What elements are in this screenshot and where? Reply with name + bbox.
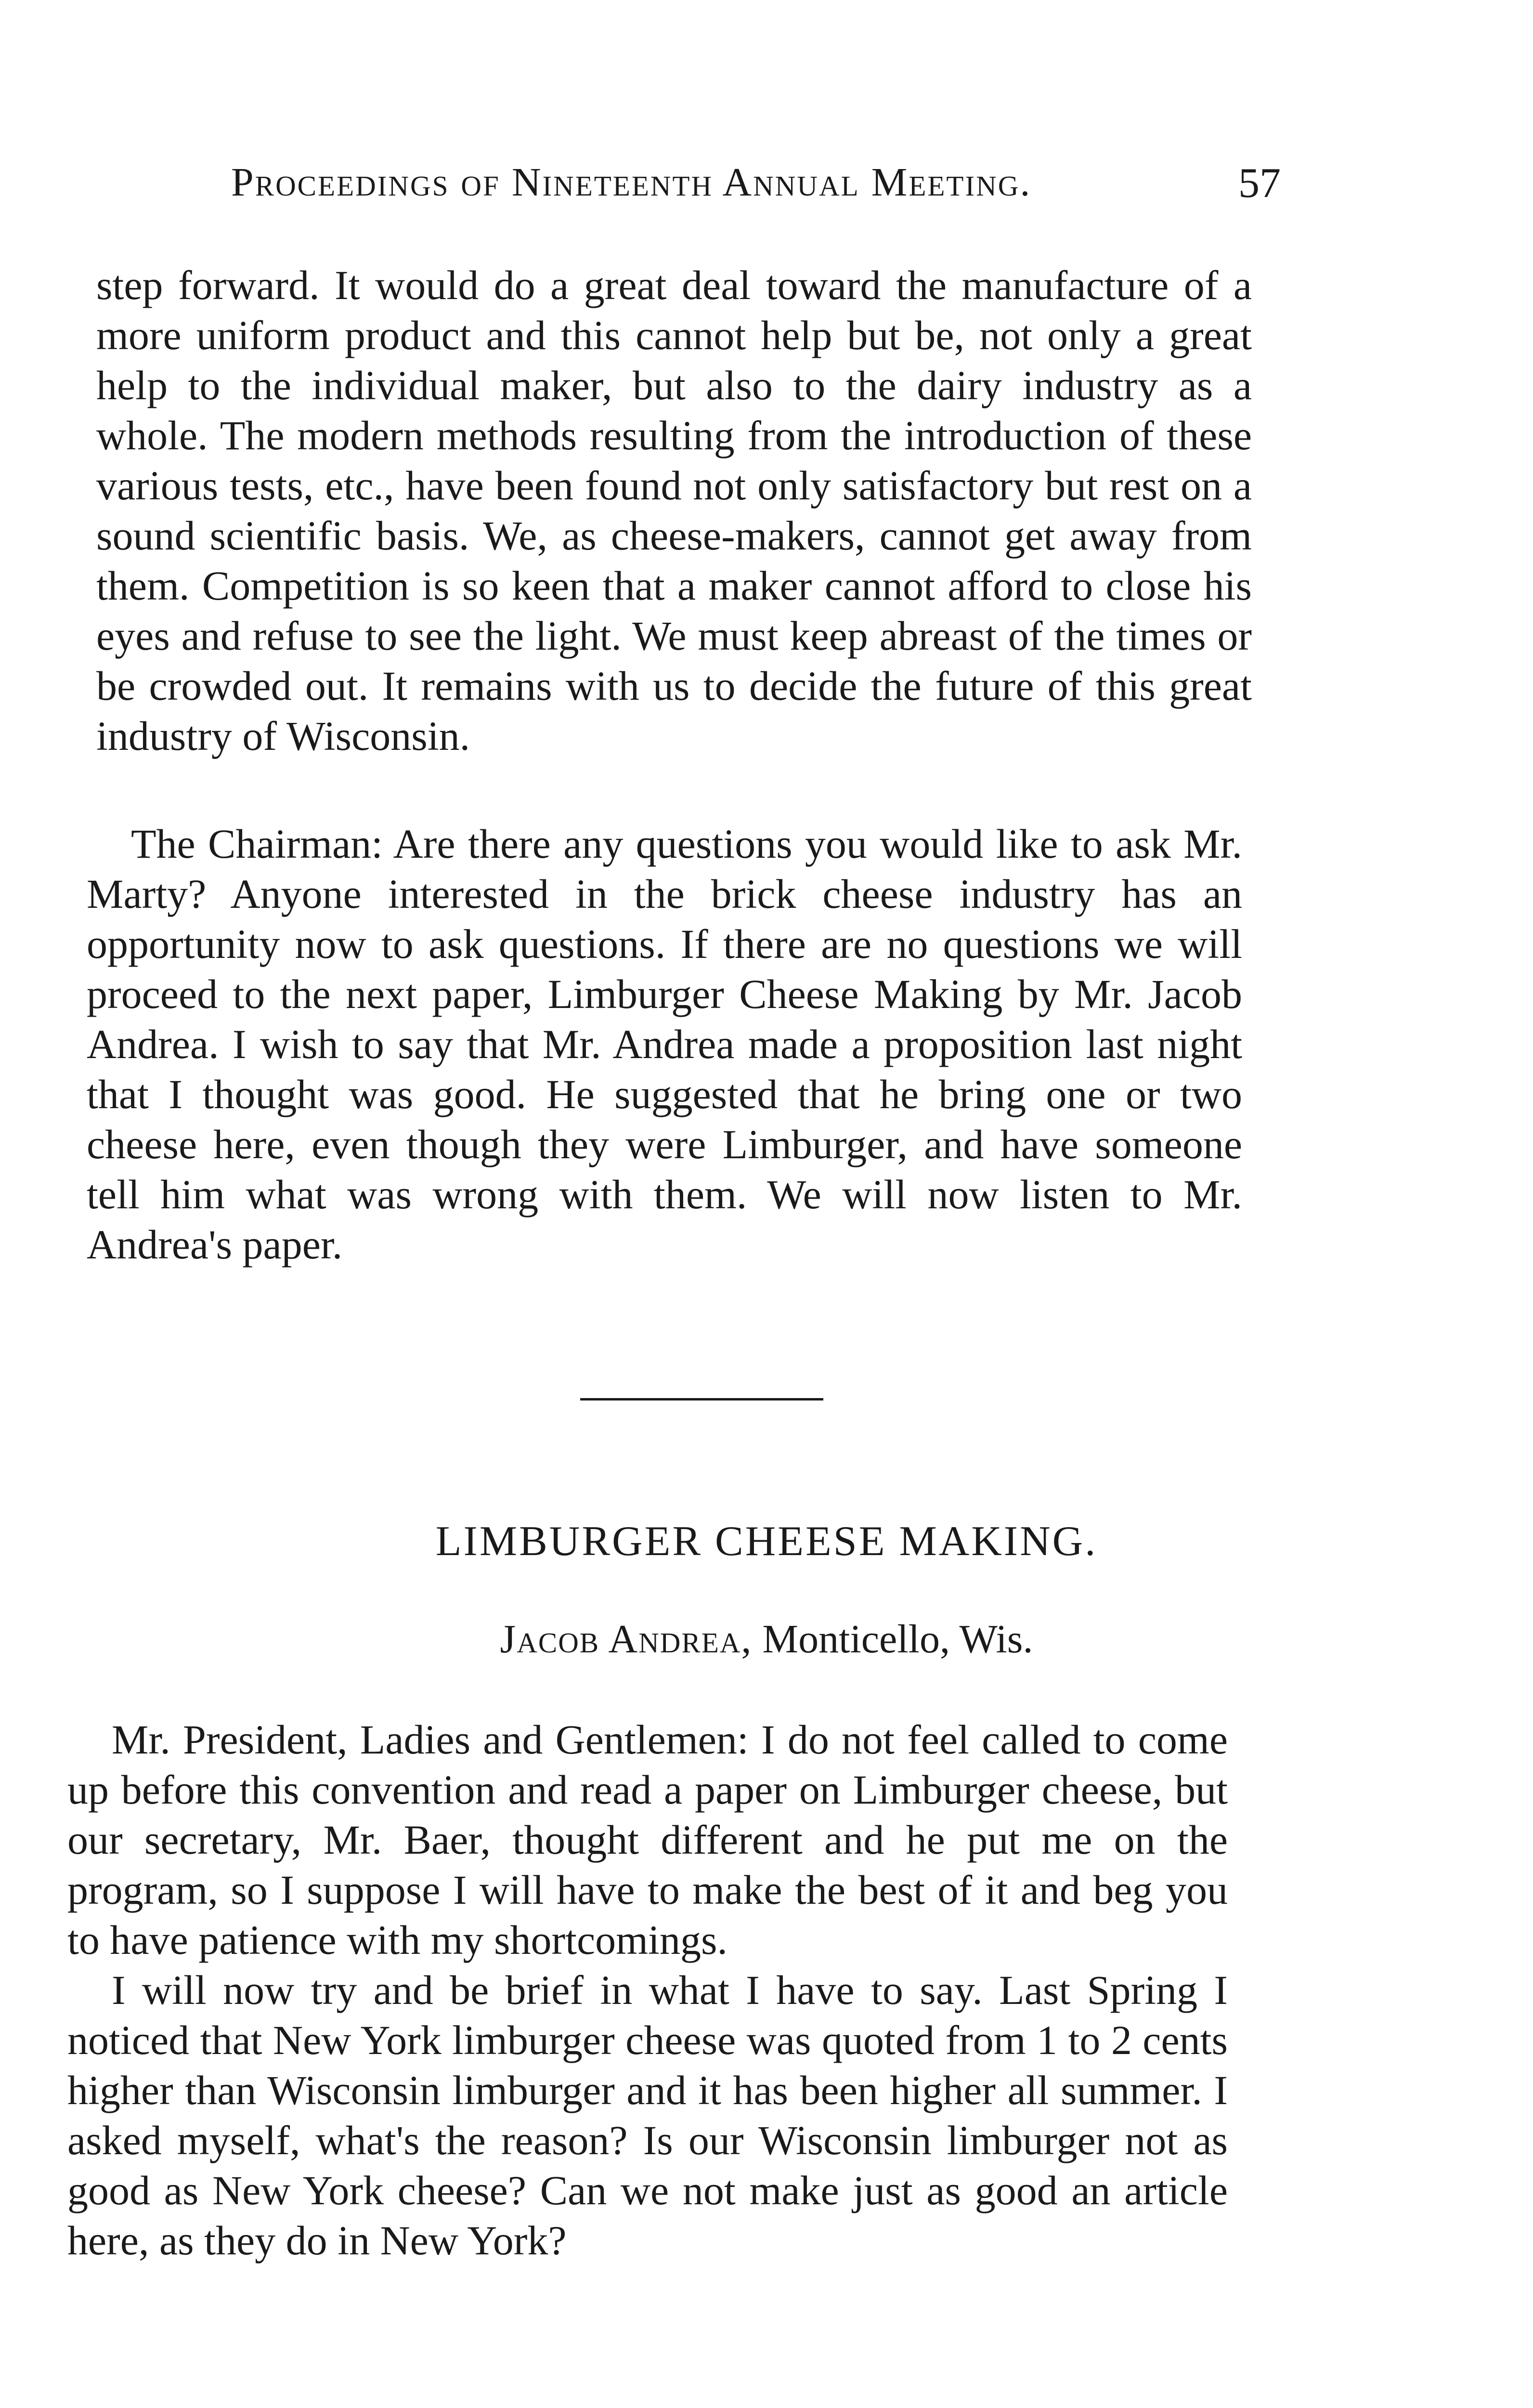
- author-location: Monticello, Wis.: [762, 1617, 1033, 1662]
- chairman-remarks-block: [87, 819, 1242, 1269]
- article-paragraph: Mr. President, Ladies and Gentlemen: I do not feel called to come up before this convention and read a paper on Limburger cheese, but our secretary, Mr. Baer, thought different and he put me on the program, so I suppose I will have to make the best of it and beg you to have patience with my shortcomings.: [67, 1716, 1228, 1963]
- article-paragraph: I will now try and be brief in what I have to say. Last Spring I noticed that New York limburger cheese was quoted from 1 to 2 cents higher than Wisconsin limburger and it has been higher all summer. I asked myself, what's the reason? Is our Wisconsin limburger not as good as New York cheese? Can we not make just as good an article here, as they do in New York?: [67, 1967, 1228, 2264]
- article-title: LIMBURGER CHEESE MAKING.: [435, 1518, 1098, 1565]
- author-name: Jacob Andrea,: [500, 1617, 753, 1662]
- section-divider-rule: [580, 1398, 823, 1400]
- running-title: Proceedings of Nineteenth Annual Meeting.: [231, 160, 1032, 205]
- page-number: 57: [1238, 160, 1281, 207]
- chairman-remarks-paragraph: The Chairman: Are there any questions you would like to ask Mr. Marty? Anyone interested in the brick cheese industry has an opportunity now to ask questions. If there are no questions we will proceed to the next paper, Limburger Cheese Making by Mr. Jacob Andrea. I wish to say that Mr. Andrea made a proposition last night that I thought was good. He suggested that he bring one or two cheese here, even though they were Limburger, and have someone tell him what was wrong with them. We will now listen to Mr. Andrea's paper.: [87, 821, 1242, 1268]
- article-byline: [0, 1616, 1533, 1662]
- continued-paragraph: step forward. It would do a great deal toward the manufacture of a more uniform product and this cannot help but be, not only a great help to the individual maker, but also to the dairy industry as a whole. The modern methods resulting from the introduction of these various tests, etc., have been found not only satisfactory but rest on a sound scientific basis. We, as cheese-makers, cannot get away from them. Competition is so keen that a maker cannot afford to close his eyes and refuse to see the light. We must keep abreast of the times or be crowded out. It remains with us to decide the future of this great industry of Wisconsin.: [96, 262, 1252, 759]
- article-body: [67, 1714, 1228, 2265]
- continued-paragraph-block: [96, 260, 1252, 761]
- running-head: [231, 159, 1281, 212]
